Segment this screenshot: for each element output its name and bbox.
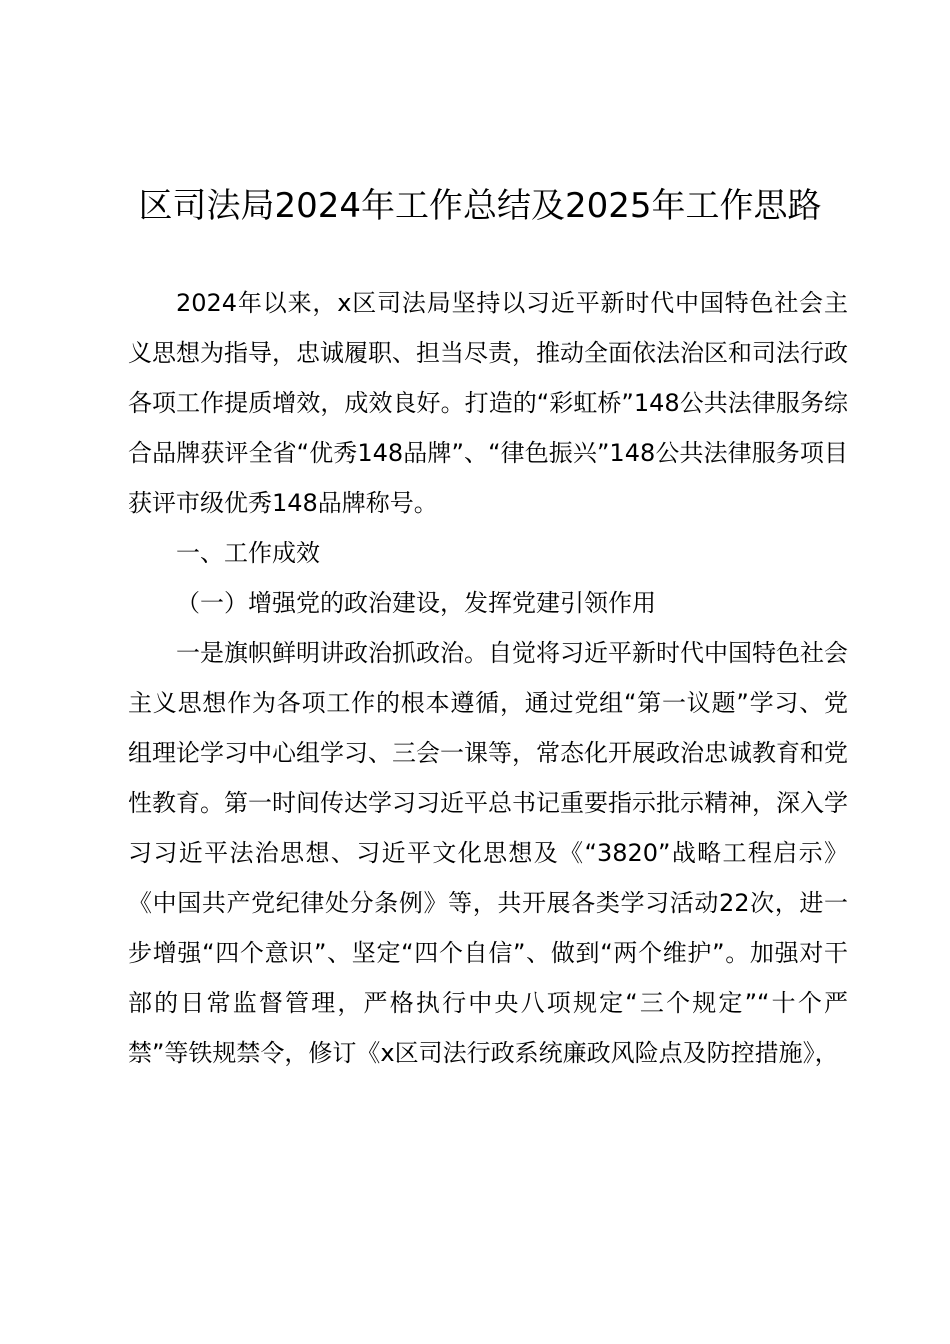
document-body (128, 278, 848, 1078)
intro-paragraph: 2024年以来，x区司法局坚持以习近平新时代中国特色社会主义思想为指导，忠诚履职、担当尽责，推动全面依法治区和司法行政各项工作提质增效，成效良好。打造的“彩虹桥”148公共法律服务综合品牌获评全省“优秀148品牌”、“律色振兴”148公共法律服务项目获评市级优秀148品牌称号。 (128, 289, 848, 517)
paragraph-politics: 一是旗帜鲜明讲政治抓政治。自觉将习近平新时代中国特色社会主义思想作为各项工作的根本遵循，通过党组“第一议题”学习、党组理论学习中心组学习、三会一课等，常态化开展政治忠诚教育和党性教育。第一时间传达学习习近平总书记重要指示批示精神，深入学习习近平法治思想、习近平文化思想及《“3820”战略工程启示》《中国共产党纪律处分条例》等，共开展各类学习活动22次，进一步增强“四个意识”、坚定“四个自信”、做到“两个维护”。加强对干部的日常监督管理，严格执行中央八项规定“三个规定”“十个严禁”等铁规禁令，修订《x区司法行政系统廉政风险点及防控措施》， (128, 639, 848, 1067)
section-heading-achievements: 一、工作成效 (176, 539, 320, 567)
subsection-heading-party-building: （一）增强党的政治建设，发挥党建引领作用 (176, 589, 656, 617)
document-title: 区司法局2024年工作总结及2025年工作思路 (138, 186, 822, 226)
